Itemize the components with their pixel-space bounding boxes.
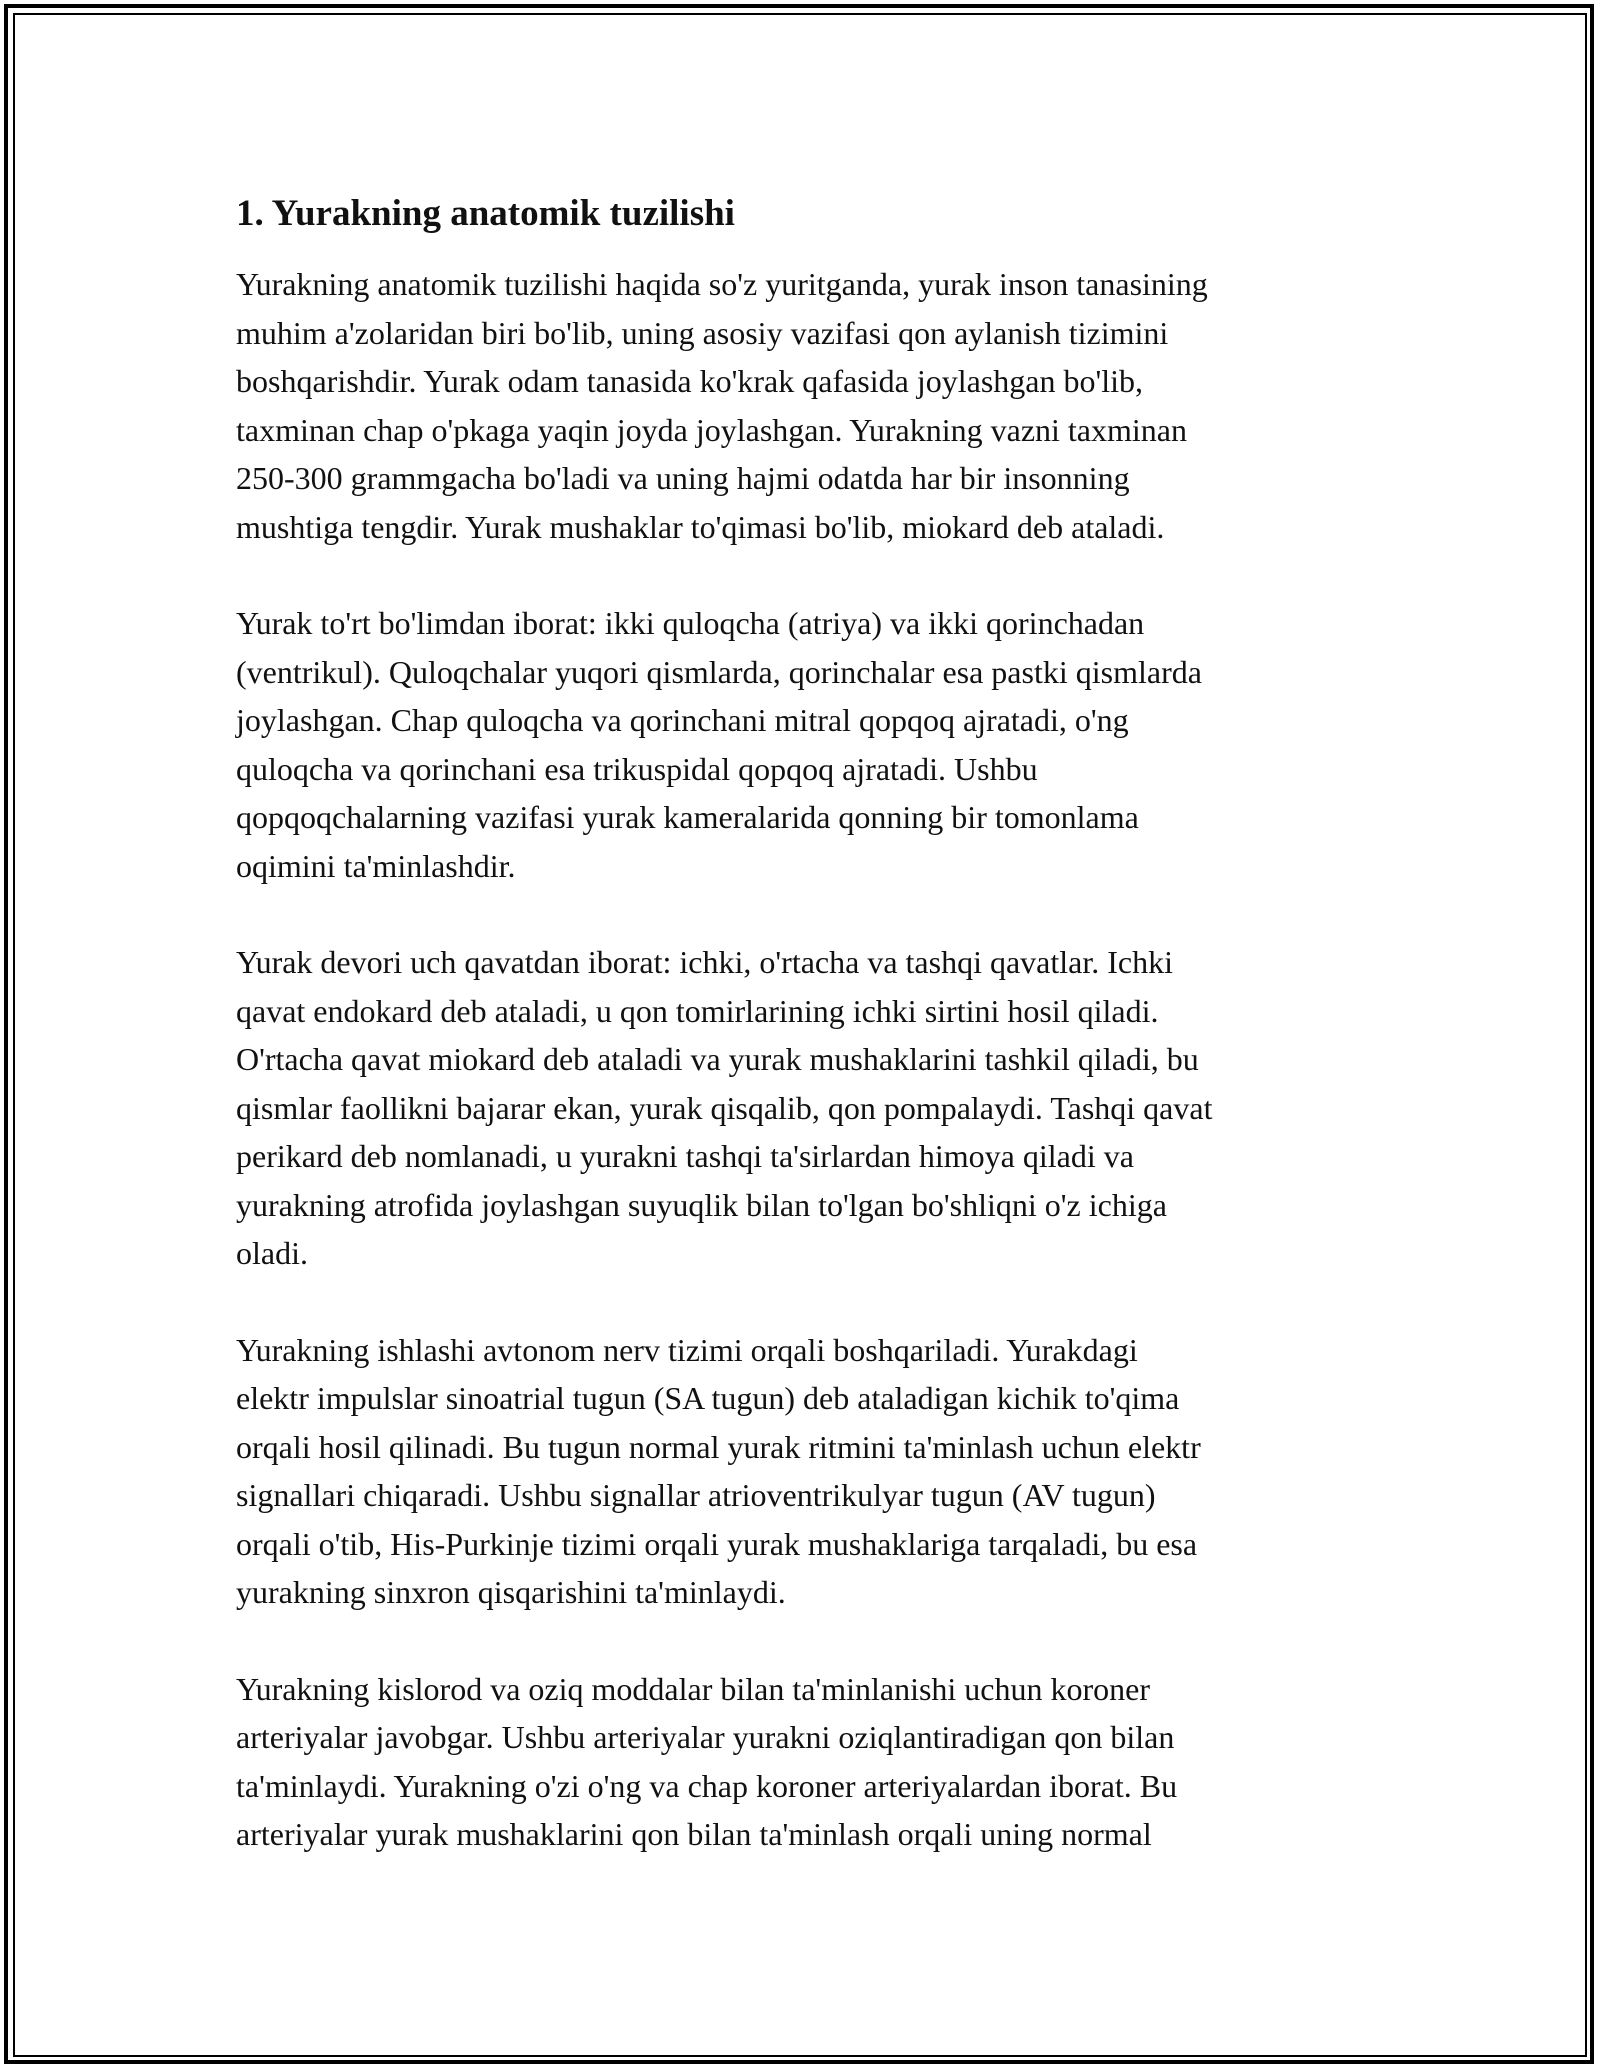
text-line: yurakning sinxron qisqarishini ta'minlaydi. [236,1574,786,1610]
text-line: oqimini ta'minlashdir. [236,847,516,884]
text-line: taxminan chap o'pkaga yaqin joyda joylashgan. Yurakning vazni taxminan [236,411,1187,448]
text-line: (ventrikul). Quloqchalar yuqori qismlarda, qorinchalar esa pastki qismlarda [236,653,1202,690]
text-line: oladi. [236,1235,308,1271]
text-line: Yurak to'rt bo'limdan iborat: ikki quloqcha (atriya) va ikki qorinchadan [236,605,1145,641]
text-line: Yurak devori uch qavatdan iborat: ichki, o'rtacha va tashqi qavatlar. Ichki [236,944,1173,980]
document-body [236,190,1366,1907]
text-line: joylashgan. Chap quloqcha va qorinchani mitral qopqoq ajratadi, o'ng [236,702,1129,738]
paragraph-1 [236,260,1366,551]
text-line: muhim a'zolaridan biri bo'lib, uning asosiy vazifasi qon aylanish tizimini [236,314,1169,351]
text-line: orqali o'tib, His-Purkinje tizimi orqali yurak mushaklariga tarqaladi, bu esa [236,1525,1198,1562]
text-line: 250-300 grammgacha bo'ladi va uning hajmi odatda har bir insonning [236,460,1130,496]
paragraph-5 [236,1665,1366,1859]
text-line: O'rtacha qavat miokard deb ataladi va yurak mushaklarini tashkil qiladi, bu [236,1041,1199,1077]
text-line: perikard deb nomlanadi, u yurakni tashqi ta'sirlardan himoya qiladi va [236,1138,1134,1174]
text-line: qismlar faollikni bajarar ekan, yurak qisqalib, qon pompalaydi. Tashqi qavat [236,1089,1213,1126]
text-line: Yurakning anatomik tuzilishi haqida so'z yuritganda, yurak inson tanasining [236,266,1208,302]
text-line: arteriyalar javobgar. Ushbu arteriyalar yurakni oziqlantiradigan qon bilan [236,1719,1175,1755]
text-line: elektr impulslar sinoatrial tugun (SA tugun) deb ataladigan kichik to'qima [236,1380,1180,1416]
text-line: quloqcha va qorinchani esa trikuspidal qopqoq ajratadi. Ushbu [236,750,1038,787]
text-line: Yurakning kislorod va oziq moddalar bilan ta'minlanishi uchun koroner [236,1670,1151,1707]
text-line: qavat endokard deb ataladi, u qon tomirlarining ichki sirtini hosil qiladi. [236,992,1159,1029]
text-line: qopqoqchalarning vazifasi yurak kameralarida qonning bir tomonlama [236,799,1139,835]
text-line: Yurakning ishlashi avtonom nerv tizimi orqali boshqariladi. Yurakdagi [236,1331,1138,1368]
text-line: yurakning atrofida joylashgan suyuqlik bilan to'lgan bo'shliqni o'z ichiga [236,1186,1167,1223]
text-line: arteriyalar yurak mushaklarini qon bilan ta'minlash orqali uning normal [236,1816,1152,1852]
paragraph-3 [236,938,1366,1278]
text-line: orqali hosil qilinadi. Bu tugun normal yurak ritmini ta'minlash uchun elektr [236,1428,1201,1465]
text-line: boshqarishdir. Yurak odam tanasida ko'krak qafasida joylashgan bo'lib, [236,363,1144,399]
section-heading: 1. Yurakning anatomik tuzilishi [236,193,735,234]
paragraph-4 [236,1326,1366,1617]
text-line: ta'minlaydi. Yurakning o'zi o'ng va chap koroner arteriyalardan iborat. Bu [236,1767,1178,1804]
paragraph-2 [236,599,1366,890]
text-line: mushtiga tengdir. Yurak mushaklar to'qimasi bo'lib, miokard deb ataladi. [236,508,1165,545]
text-line: signallari chiqaradi. Ushbu signallar atrioventrikulyar tugun (AV tugun) [236,1477,1156,1513]
